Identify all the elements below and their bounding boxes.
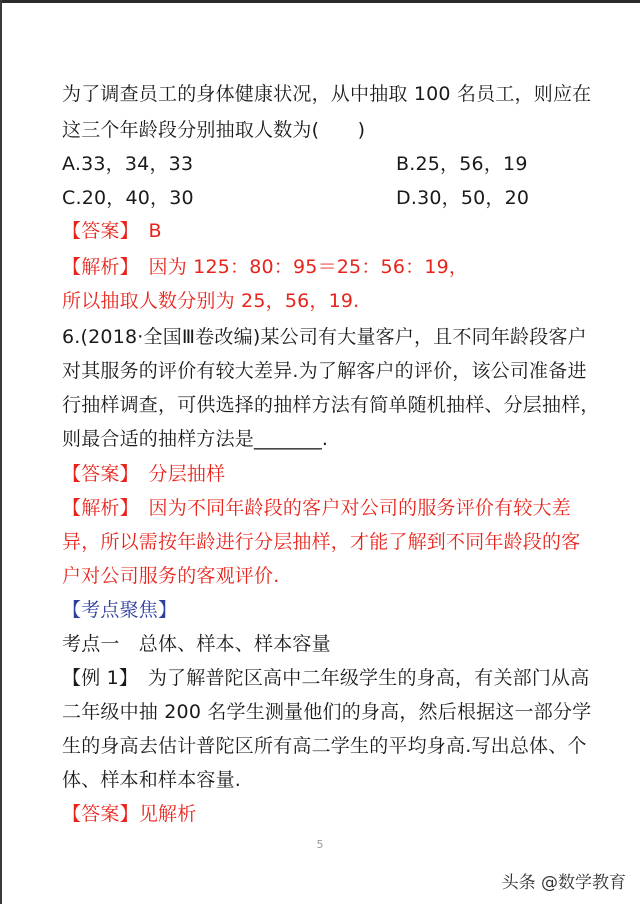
analysis-label: 【解析】 [62, 256, 130, 278]
page-number: 5 [316, 838, 324, 851]
options-row-1 [62, 150, 622, 178]
analysis-text: 因为不同年龄段的客户对公司的服务评价有较大差 [148, 497, 571, 519]
options-row-2 [62, 184, 622, 212]
focus-section-header: 【考点聚焦】 [62, 599, 178, 621]
example-1-line-1 [62, 664, 589, 692]
question-5-analysis-line-2: 所以抽取人数分别为 25，56，19. [62, 290, 360, 312]
option-b: B.25，56，19 [396, 153, 528, 175]
question-6-line-1: 6.(2018·全国Ⅲ卷改编)某公司有大量客户，且不同年龄段客户 [62, 326, 587, 348]
option-c: C.20，40，30 [62, 187, 194, 209]
example-1-line-3: 生的身高去估计普陀区所有高二学生的平均身高.写出总体、个 [62, 735, 587, 757]
question-6-line-3: 行抽样调查，可供选择的抽样方法有简单随机抽样、分层抽样， [62, 394, 600, 416]
question-6-analysis-line-2: 异，所以需按年龄进行分层抽样，才能了解到不同年龄段的客 [62, 531, 581, 553]
example-label: 【例 1】 [62, 667, 129, 689]
answer-value: 分层抽样 [148, 463, 226, 485]
option-a: A.33，34，33 [62, 153, 194, 175]
example-1-line-4: 体、样本和样本容量. [62, 769, 242, 791]
question-6-analysis-line-1 [62, 494, 571, 522]
answer-label: 【答案】 [62, 463, 130, 485]
example-1-line-2: 二年级中抽 200 名学生测量他们的身高，然后根据这一部分学 [62, 701, 592, 723]
question-5-analysis-line-1 [62, 253, 468, 281]
analysis-label: 【解析】 [62, 497, 130, 519]
focus-point-1-title: 考点一 总体、样本、样本容量 [62, 633, 331, 655]
answer-value: B [148, 220, 162, 242]
question-6-line-4: 则最合适的抽样方法是_______. [62, 428, 329, 450]
left-border [0, 0, 2, 904]
answer-value: 见解析 [138, 803, 197, 825]
question-6-analysis-line-3: 户对公司服务的客观评价. [62, 565, 280, 587]
question-5-answer [62, 217, 162, 245]
question-5-line-2: 这三个年龄段分别抽取人数为( ) [62, 119, 366, 141]
watermark: 头条 @数学教育 [501, 873, 626, 893]
question-6-line-2: 对其服务的评价有较大差异.为了解客户的评价，该公司准备进 [62, 360, 587, 382]
question-5-line-1: 为了调查员工的身体健康状况，从中抽取 100 名员工，则应在 [62, 83, 592, 105]
option-d: D.30，50，20 [396, 187, 530, 209]
analysis-text: 因为 125：80：95＝25：56：19， [148, 256, 469, 278]
answer-label: 【答案】 [62, 220, 130, 242]
example-text: 为了解普陀区高中二年级学生的身高，有关部门从高 [147, 667, 590, 689]
example-1-answer [62, 800, 196, 828]
top-border [0, 0, 640, 3]
question-6-answer [62, 460, 225, 488]
answer-label: 【答案】 [62, 803, 139, 825]
